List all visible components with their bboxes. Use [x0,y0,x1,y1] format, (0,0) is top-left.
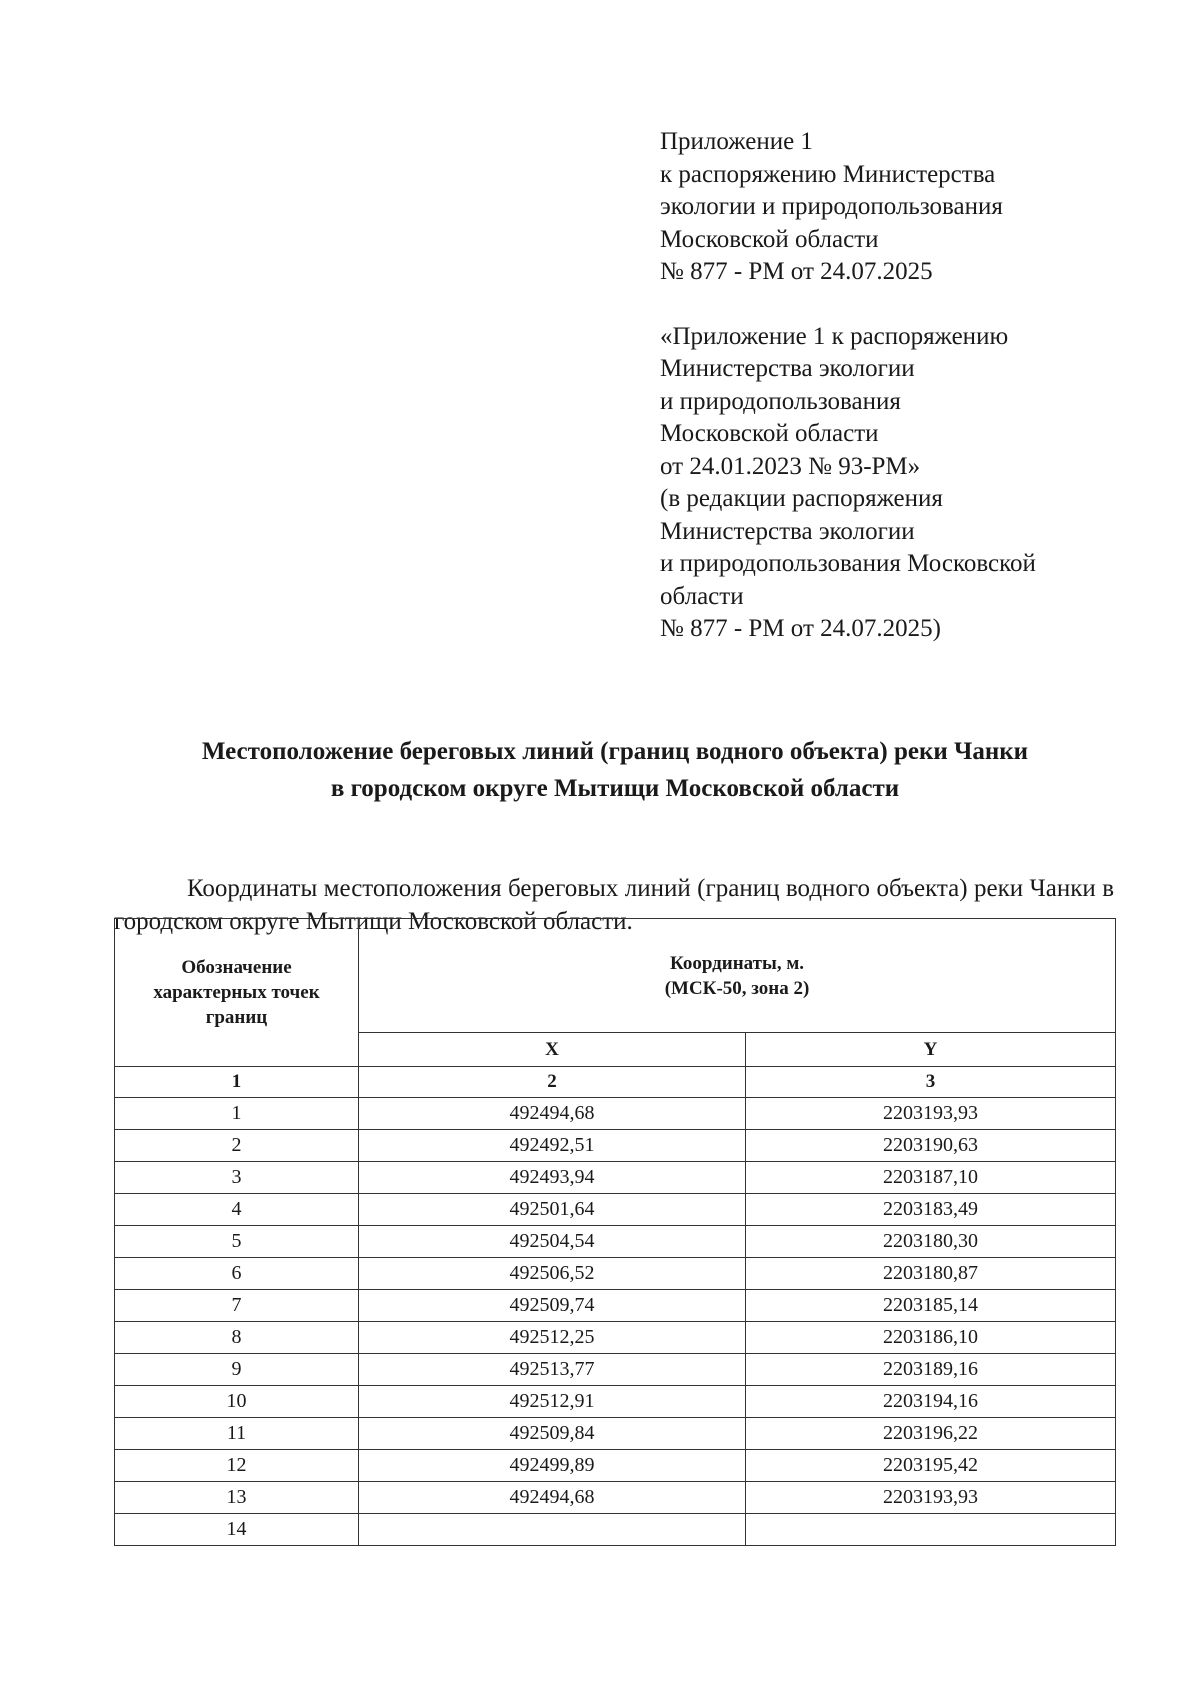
x-coordinate-cell: 492493,94 [359,1162,746,1194]
document-title-line-2: в городском округе Мытищи Московской области [330,775,900,802]
header-x: X [359,1033,746,1067]
x-coordinate-cell [359,1514,746,1546]
y-coordinate-cell [746,1514,1116,1546]
header-point-line: границ [205,1007,268,1028]
table-row [115,1514,1116,1546]
table-row [115,1194,1116,1226]
x-coordinate-cell: 492513,77 [359,1354,746,1386]
point-number-cell: 7 [115,1290,359,1322]
table-row [115,1258,1116,1290]
table-header-row [115,919,1116,1033]
table-row [115,1418,1116,1450]
point-number-cell: 10 [115,1386,359,1418]
header-point-designation [115,919,359,1067]
header-y: Y [746,1033,1116,1067]
annex-line: Московской области [660,420,879,447]
x-coordinate-cell: 492512,91 [359,1386,746,1418]
annex-line: к распоряжению Министерства [660,160,996,188]
y-coordinate-cell: 2203196,22 [746,1418,1116,1450]
table-row [115,1354,1116,1386]
annex-line: Министерства экологии [660,517,915,545]
annex-line: экологии и природопользования [660,193,1003,220]
header-point-line: Обозначение [181,957,292,978]
y-coordinate-cell: 2203195,42 [746,1450,1116,1482]
header-coordinates-line: Координаты, м. [669,952,805,974]
table-row [115,1482,1116,1514]
annex-line: Московской области [660,225,879,253]
point-number-cell: 6 [115,1258,359,1290]
table-row [115,1386,1116,1418]
column-number: 1 [115,1067,359,1098]
point-number-cell: 12 [115,1450,359,1482]
y-coordinate-cell: 2203193,93 [746,1482,1116,1514]
x-coordinate-cell: 492494,68 [359,1482,746,1514]
column-number-row [115,1067,1116,1098]
point-number-cell: 13 [115,1482,359,1514]
annex-line: № 877 - РМ от 24.07.2025 [660,258,933,285]
annex-line: и природопользования Московской [660,550,1036,577]
x-coordinate-cell: 492504,54 [359,1226,746,1258]
point-number-cell: 2 [115,1130,359,1162]
annex-line: (в редакции распоряжения [660,485,943,512]
y-coordinate-cell: 2203183,49 [746,1194,1116,1226]
x-coordinate-cell: 492501,64 [359,1194,746,1226]
table-row [115,1162,1116,1194]
y-coordinate-cell: 2203180,30 [746,1226,1116,1258]
point-number-cell: 1 [115,1098,359,1130]
column-number: 2 [359,1067,746,1098]
y-coordinate-cell: 2203180,87 [746,1258,1116,1290]
y-coordinate-cell: 2203189,16 [746,1354,1116,1386]
header-point-line: характерных точек [153,982,320,1003]
table-row [115,1098,1116,1130]
x-coordinate-cell: 492509,74 [359,1290,746,1322]
point-number-cell: 5 [115,1226,359,1258]
annex-line: «Приложение 1 к распоряжению [660,322,1009,350]
point-number-cell: 3 [115,1162,359,1194]
x-coordinate-cell: 492512,25 [359,1322,746,1354]
coordinates-table [114,918,1116,1546]
annex-line: от 24.01.2023 № 93-РМ» [660,452,921,480]
point-number-cell: 8 [115,1322,359,1354]
x-coordinate-cell: 492494,68 [359,1098,746,1130]
annex-line: № 877 - РМ от 24.07.2025) [660,615,941,642]
annex-header [660,126,1160,646]
header-coordinates-line: (МСК-50, зона 2) [664,977,810,999]
x-coordinate-cell: 492499,89 [359,1450,746,1482]
point-number-cell: 14 [115,1514,359,1546]
annex-line: и природопользования [660,387,901,415]
document-title [100,733,1130,807]
document-title-line-1: Местоположение береговых линий (границ водного объекта) реки Чанки [201,738,1029,765]
annex-line: Приложение 1 [660,128,813,155]
annex-line: области [660,582,744,610]
table-row [115,1322,1116,1354]
point-number-cell: 11 [115,1418,359,1450]
intro-paragraph: Координаты местоположения береговых линий (границ водного объекта) реки Чанки в городском округе Мытищи Московской области. [114,875,1114,935]
y-coordinate-cell: 2203193,93 [746,1098,1116,1130]
column-number: 3 [746,1067,1116,1098]
y-coordinate-cell: 2203185,14 [746,1290,1116,1322]
x-coordinate-cell: 492509,84 [359,1418,746,1450]
x-coordinate-cell: 492506,52 [359,1258,746,1290]
table-row [115,1226,1116,1258]
coordinates-table-body [115,1098,1116,1546]
annex-line: Министерства экологии [660,355,915,382]
point-number-cell: 4 [115,1194,359,1226]
y-coordinate-cell: 2203186,10 [746,1322,1116,1354]
y-coordinate-cell: 2203194,16 [746,1386,1116,1418]
table-row [115,1290,1116,1322]
y-coordinate-cell: 2203187,10 [746,1162,1116,1194]
header-coordinates [359,919,1116,1033]
x-coordinate-cell: 492492,51 [359,1130,746,1162]
annex-gap [660,289,1160,321]
table-row [115,1450,1116,1482]
table-row [115,1130,1116,1162]
y-coordinate-cell: 2203190,63 [746,1130,1116,1162]
point-number-cell: 9 [115,1354,359,1386]
